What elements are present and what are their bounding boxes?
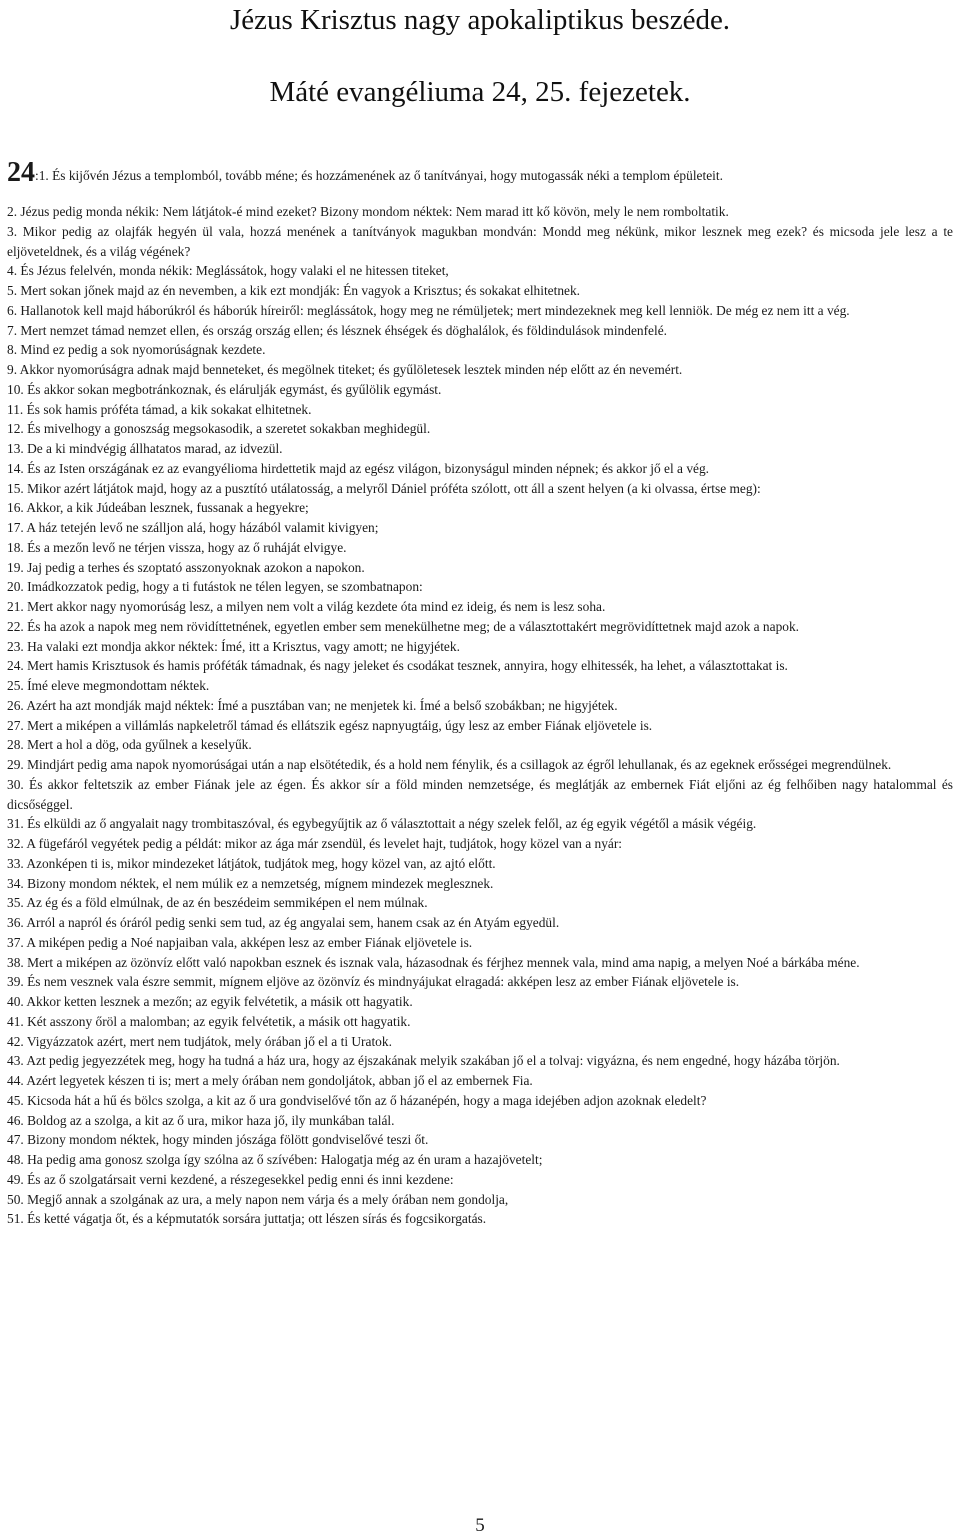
verse: 32. A fügefáról vegyétek pedig a példát: mikor az ága már zsendül, és levelet hajt, tudjátok, hogy közel van a nyár: <box>7 836 623 851</box>
verse: 46. Boldog az a szolga, a kit az ő ura, mikor haza jő, ily munkában talál. <box>7 1112 395 1128</box>
verse: 41. Két asszony őröl a malomban; az egyik felvétetik, a másik ott hagyatik. <box>7 1013 411 1029</box>
verse: 33. Azonképen ti is, mikor mindezeket látjátok, tudjátok meg, hogy közel van, az ajtó előtt. <box>7 855 496 871</box>
verse: 5. Mert sokan jőnek majd az én nevemben, a kik ezt mondják: Én vagyok a Krisztus; és sokakat elhitetnek. <box>7 283 581 298</box>
verse: 21. Mert akkor nagy nyomorúság lesz, a milyen nem volt a világ kezdete óta mind ez ideig, és nem is lesz soha. <box>7 599 606 614</box>
verse: 36. Arról a napról és óráról pedig senki sem tud, az ég angyalai sem, hanem csak az én Atyám egyedül. <box>7 915 560 930</box>
verse-list <box>7 202 953 1229</box>
verse: 11. És sok hamis próféta támad, a kik sokakat elhitetnek. <box>7 401 312 417</box>
verse: 10. És akkor sokan megbotránkoznak, és elárulják egymást, és gyűlölik egymást. <box>7 381 442 397</box>
verse: 30. És akkor feltetszik az ember Fiának jele az égen. És akkor sír a föld minden nemzetsége, és meglátják az embernek Fiát eljőni az ég felhőiben nagy hatalommal és dicsőséggel. <box>7 776 953 812</box>
verse: 42. Vigyázzatok azért, mert nem tudjátok, mely órában jő el a ti Uratok. <box>7 1033 392 1049</box>
verse: 17. A ház tetején levő ne szálljon alá, hogy házából valamit kivigyen; <box>7 520 379 535</box>
verse: 26. Azért ha azt mondják majd néktek: Ímé a pusztában van; ne menjetek ki. Ímé a belső szobákban; ne higyjétek. <box>7 697 618 713</box>
verse: 43. Azt pedig jegyezzétek meg, hogy ha tudná a ház ura, hogy az éjszakának melyik szakában jő el a tolvaj: vigyázna, és nem engedné, hogy házába törjön. <box>7 1053 840 1069</box>
chapter-number: 24 <box>7 157 35 188</box>
verse: 38. Mert a miképen az özönvíz előtt való napokban esznek és isznak vala, házasodnak és férjhez mennek vala, mind ama napig, a melyen Noé a bárkába méne. <box>7 954 860 970</box>
verse: 31. És elküldi az ő angyalait nagy trombitaszóval, és egybegyűjtik az ő választottait a négy szelek felől, az ég egyik végétől a másik végéig. <box>7 816 757 832</box>
verse: 18. És a mezőn levő ne térjen vissza, hogy az ő ruháját elvigye. <box>7 539 347 555</box>
verse: 24. Mert hamis Krisztusok és hamis próféták támadnak, és nagy jeleket és csodákat tesznek, annyira, hogy elhitessék, ha lehet, a választottakat is. <box>7 658 788 674</box>
verse: 50. Megjő annak a szolgának az ura, a mely napon nem várja és a mely órában nem gondolja, <box>7 1191 509 1207</box>
verse: 28. Mert a hol a dög, oda gyűlnek a keselyűk. <box>7 737 252 753</box>
verse: 25. Ímé eleve megmondottam néktek. <box>7 678 210 693</box>
verse: 7. Mert nemzet támad nemzet ellen, és ország ország ellen; és lésznek éhségek és döghalálok, és földindulások mindenfelé. <box>7 322 667 338</box>
verse: 6. Hallanotok kell majd háborúkról és háborúk híreiről: meglássátok, hogy meg ne rémüljetek; mert mindezeknek meg kell lenniök. De még ez nem itt a vég. <box>7 302 850 318</box>
verse: 19. Jaj pedig a terhes és szoptató asszonyoknak azokon a napokon. <box>7 559 365 575</box>
verse: 27. Mert a miképen a villámlás napkeletről támad és ellátszik egész napnyugtáig, úgy lesz az ember Fiának eljövetele is. <box>7 717 653 733</box>
verse: 14. És az Isten országának ez az evangyélioma hirdettetik majd az egész világon, bizonyságul minden népnek; és akkor jő el a vég. <box>7 460 710 476</box>
document-page <box>7 0 953 1537</box>
verse: 48. Ha pedig ama gonosz szolga így szólna az ő szívében: Halogatja még az én uram a hazajövetelt; <box>7 1152 543 1167</box>
verse: 15. Mikor azért látjátok majd, hogy az a pusztító utálatosság, a melyről Dániel próféta szólott, ott áll a szent helyen (a ki olvassa, értse meg): <box>7 480 761 496</box>
verse: 49. És az ő szolgatársait verni kezdené, a részegesekkel pedig enni és inni kezdene: <box>7 1171 454 1187</box>
verse: 12. És mivelhogy a gonoszság megsokasodik, a szeretet sokakban meghidegül. <box>7 421 431 437</box>
document-subtitle: Máté evangéliuma 24, 25. fejezetek. <box>269 76 691 108</box>
verse: 40. Akkor ketten lesznek a mezőn; az egyik felvétetik, a másik ott hagyatik. <box>7 994 413 1009</box>
document-title: Jézus Krisztus nagy apokaliptikus beszéde. <box>229 4 731 36</box>
chapter-heading <box>7 157 723 188</box>
verse: 4. És Jézus felelvén, monda nékik: Meglássátok, hogy valaki el ne hitessen titeket, <box>7 263 449 279</box>
verse: 23. Ha valaki ezt mondja akkor néktek: Ímé, itt a Krisztus, vagy amott; ne higyjétek. <box>7 638 460 654</box>
verse-1: :1. És kijővén Jézus a templomból, tovább méne; és hozzámenének az ő tanítványai, hogy mutogassák néki a templom épületeit. <box>35 168 723 183</box>
page-number: 5 <box>475 1515 485 1536</box>
verse: 3. Mikor pedig az olajfák hegyén ül vala, hozzá menének a tanítványok magukban mondván: Mondd meg nékünk, mikor lesznek meg ezek? és micsoda jele lesz a te eljöveteldnek, és a világ végének? <box>7 223 953 259</box>
verse: 47. Bizony mondom néktek, hogy minden jószága fölött gondviselővé teszi őt. <box>7 1132 429 1148</box>
verse: 37. A miképen pedig a Noé napjaiban vala, akképen lesz az ember Fiának eljövetele is. <box>7 934 473 950</box>
verse: 22. És ha azok a napok meg nem rövidíttetnének, egyetlen ember sem menekülhetne meg; de a választottakért megrövidíttetnek majd azok a napok. <box>7 618 800 634</box>
verse: 20. Imádkozzatok pedig, hogy a ti futástok ne télen legyen, se szombatnapon: <box>7 579 423 595</box>
verse: 45. Kicsoda hát a hű és bölcs szolga, a kit az ő ura gondviselővé tőn az ő házanépén, hogy a maga idejében adjon azoknak eledelt? <box>7 1092 707 1108</box>
verse: 35. Az ég és a föld elmúlnak, de az én beszédeim semmiképen el nem múlnak. <box>7 895 428 911</box>
verse: 34. Bizony mondom néktek, el nem múlik ez a nemzetség, mígnem mindezek meglesznek. <box>7 875 494 891</box>
verse: 39. És nem vesznek vala észre semmit, mígnem eljöve az özönvíz és mindnyájukat elragadá: akképen lesz az ember Fiának eljövetele is. <box>7 974 740 990</box>
verse: 8. Mind ez pedig a sok nyomorúságnak kezdete. <box>7 342 266 358</box>
verse: 9. Akkor nyomorúságra adnak majd benneteket, és megölnek titeket; és gyűlöletesek lesztek minden nép előtt az én nevemért. <box>7 362 683 377</box>
verse: 44. Azért legyetek készen ti is; mert a mely órában nem gondoljátok, abban jő el az embernek Fia. <box>7 1073 533 1088</box>
verse: 16. Akkor, a kik Júdeában lesznek, fussanak a hegyekre; <box>7 500 309 516</box>
verse: 13. De a ki mindvégig állhatatos marad, az idvezül. <box>7 441 283 456</box>
verse: 51. És ketté vágatja őt, és a képmutatók sorsára juttatja; ott lészen sírás és fogcsikorgatás. <box>7 1211 487 1227</box>
verse: 2. Jézus pedig monda nékik: Nem látjátok-é mind ezeket? Bizony mondom néktek: Nem marad itt kő kövön, mely le nem romboltatik. <box>7 204 729 219</box>
verse: 29. Mindjárt pedig ama napok nyomorúságai után a nap elsötétedik, és a hold nem fénylik, és a csillagok az égről lehullanak, és az egeknek erősségei megrendülnek. <box>7 757 892 772</box>
